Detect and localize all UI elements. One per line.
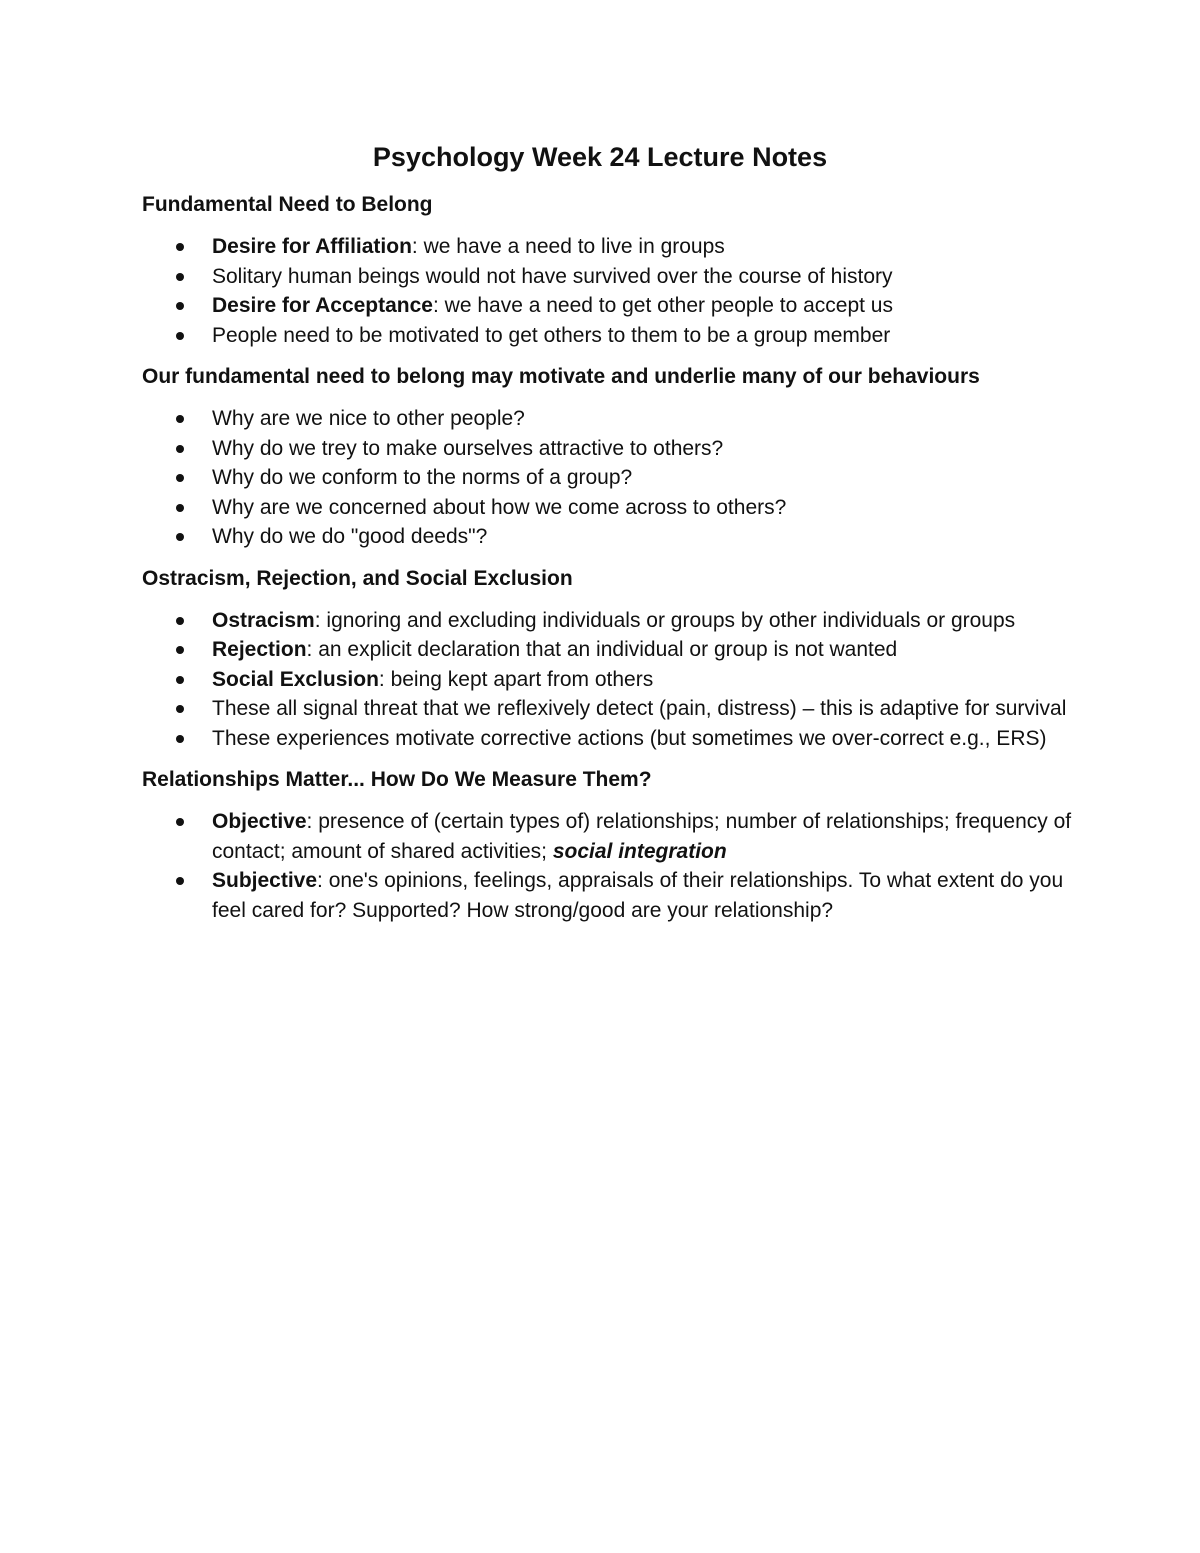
- list-item: [142, 665, 1072, 695]
- bullet-icon: [176, 646, 184, 654]
- term: Social Exclusion: [212, 667, 379, 691]
- term: Objective: [212, 810, 307, 833]
- bullet-icon: [176, 877, 184, 885]
- bullet-icon: [176, 705, 184, 713]
- bullet-icon: [176, 818, 184, 826]
- list-item: [142, 291, 1072, 321]
- list-item: [142, 522, 1072, 552]
- item-text: Why do we conform to the norms of a group?: [212, 466, 633, 489]
- section-heading: Our fundamental need to belong may motivate and underlie many of our behaviours: [142, 365, 980, 388]
- section-heading: Ostracism, Rejection, and Social Exclusion: [142, 566, 573, 590]
- item-text: These all signal threat that we reflexively detect (pain, distress) – this is adaptive for survival: [212, 697, 1067, 720]
- list-item: [142, 493, 1072, 523]
- item-text: : we have a need to get other people to accept us: [432, 294, 893, 317]
- item-text: Why are we concerned about how we come across to others?: [212, 495, 787, 519]
- bullet-list: [142, 232, 1072, 350]
- bullet-icon: [176, 617, 184, 625]
- item-text: : being kept apart from others: [378, 667, 654, 691]
- list-item: [142, 635, 1072, 665]
- list-item: [142, 807, 1072, 866]
- item-text: : presence of (certain types of) relationships; number of relationships; frequency of contact; amount of shared activities;: [212, 810, 1072, 863]
- list-item: [142, 724, 1072, 754]
- list-item: [142, 404, 1072, 434]
- list-item: [142, 866, 1072, 925]
- emphasis-text: social integration: [552, 839, 727, 863]
- bullet-icon: [176, 676, 184, 684]
- term: Desire for Affiliation: [212, 235, 412, 258]
- bullet-icon: [176, 302, 184, 310]
- item-text: : ignoring and excluding individuals or groups by other individuals or groups: [314, 608, 1016, 632]
- item-text: Solitary human beings would not have survived over the course of history: [212, 264, 893, 288]
- item-text: Why do we do "good deeds"?: [212, 525, 488, 548]
- bullet-icon: [176, 474, 184, 482]
- item-text: : one's opinions, feelings, appraisals of their relationships. To what extent do you feel cared for? Supported? How strong/good are your relationship?: [212, 869, 1064, 922]
- bullet-icon: [176, 735, 184, 743]
- bullet-icon: [176, 243, 184, 251]
- item-text: : an explicit declaration that an individual or group is not wanted: [306, 638, 898, 661]
- list-item: [142, 694, 1072, 724]
- bullet-icon: [176, 415, 184, 423]
- item-text: : we have a need to live in groups: [411, 235, 725, 258]
- list-item: [142, 606, 1072, 636]
- item-text: Why do we trey to make ourselves attractive to others?: [212, 436, 724, 460]
- bullet-list: [142, 404, 1072, 552]
- section-ostracism: [142, 564, 1072, 754]
- term: Subjective: [212, 869, 318, 892]
- bullet-list: [142, 606, 1072, 754]
- bullet-icon: [176, 504, 184, 512]
- page-title: Psychology Week 24 Lecture Notes: [372, 142, 828, 172]
- item-text: Why are we nice to other people?: [212, 407, 525, 430]
- list-item: [142, 463, 1072, 493]
- document-page: [142, 138, 1072, 937]
- item-text: These experiences motivate corrective actions (but sometimes we over-correct e.g., ERS): [212, 726, 1047, 750]
- bullet-icon: [176, 445, 184, 453]
- list-item: [142, 262, 1072, 292]
- term: Ostracism: [212, 608, 315, 632]
- section-motivation: [142, 362, 1072, 552]
- section-heading: Relationships Matter... How Do We Measure Them?: [142, 768, 652, 791]
- bullet-icon: [176, 533, 184, 541]
- list-item: [142, 434, 1072, 464]
- section-need-to-belong: [142, 190, 1072, 350]
- section-heading: Fundamental Need to Belong: [142, 193, 433, 216]
- bullet-icon: [176, 332, 184, 340]
- bullet-list: [142, 807, 1072, 925]
- list-item: [142, 232, 1072, 262]
- item-text: People need to be motivated to get others to them to be a group member: [212, 323, 891, 347]
- bullet-icon: [176, 273, 184, 281]
- term: Desire for Acceptance: [212, 294, 433, 317]
- list-item: [142, 321, 1072, 351]
- term: Rejection: [212, 638, 307, 661]
- section-relationships: [142, 765, 1072, 925]
